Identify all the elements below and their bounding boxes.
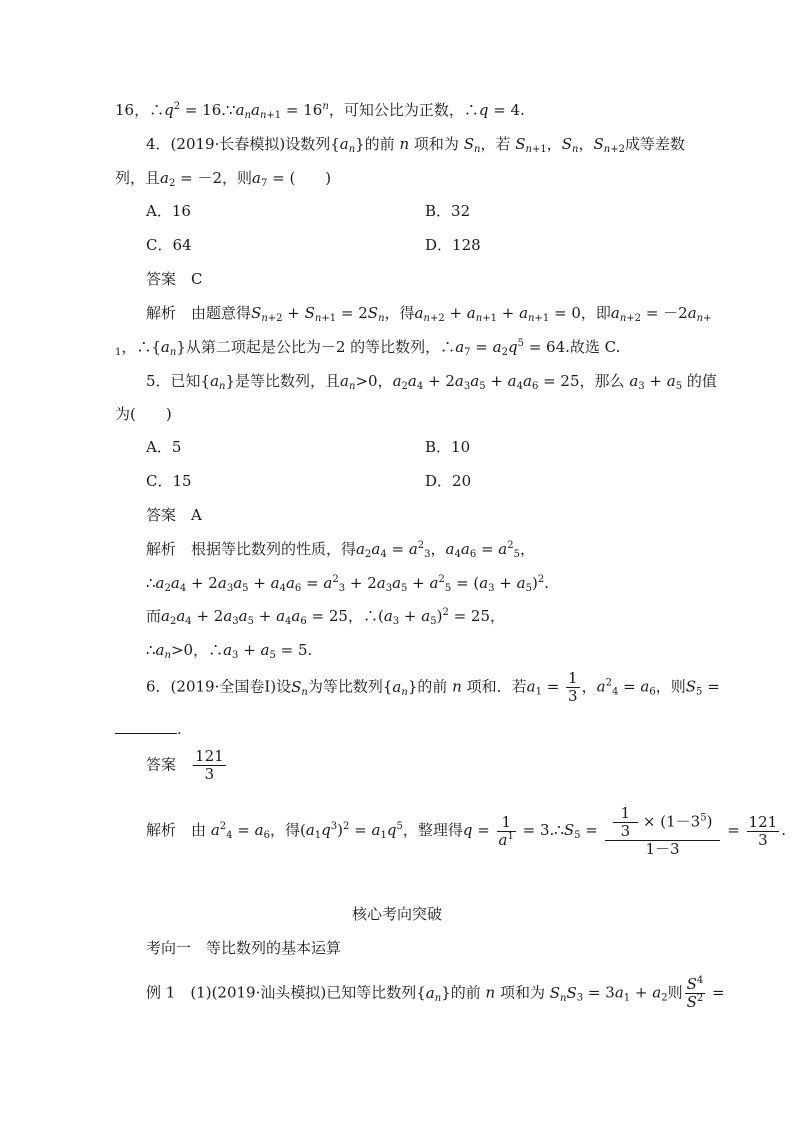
prev-answer-tail: ，可知公比为正数，∴: [328, 101, 479, 119]
answer-label: 答案: [146, 506, 177, 524]
q6-solution: 解析 由 $a^2_4 = a_6$，得$(a_1q^3)^2 = a_1q^5$，整理得q = $\frac{1}{a^1}$ = $3.\therefore S_5$ = $\frac{1}{3}$ × $(1-3^5)$ 1－3 = $\frac{121}{3}$ .: [146, 803, 786, 858]
q4-option-d: D．128: [425, 236, 481, 254]
answer-value: A: [191, 506, 202, 524]
q4-option-a: A．16: [146, 202, 191, 220]
q5-option-b: B．10: [425, 438, 471, 456]
q5-option-a: A．5: [146, 438, 182, 456]
q4-solution-2: $_1$，$\therefore\{a_n\}$从第二项起是公比为－2 的等比数列，$\therefore a_7 = a_2q^5 = 64$.故选 C.: [115, 338, 621, 358]
q4-stem-2: 列，且$a_2 = -2$，则$a_7$ = ( ): [115, 169, 332, 189]
q5-stem-2: 为( ): [115, 405, 172, 423]
q4-solution-1: 解析 由题意得$S_{n+2} + S_{n+1} = 2S_n$，得$a_{n+2} + a_{n+1} + a_{n+1} = 0$，即$a_{n+2} = -2a_{n+}$: [146, 304, 712, 324]
q4-answer: [146, 269, 203, 289]
q5-solution-1: 解析 根据等比数列的性质，得$a_2a_4 = a^2_3$，$a_4a_6 = a^2_5$，: [146, 540, 536, 560]
fraction-s5: $\frac{1}{3}$ × $(1-3^5)$ 1－3: [605, 805, 721, 858]
q5-solution-2: $\therefore a_2a_4 + 2a_3a_5 + a_4a_6 = a^2_3 + 2a_3a_5 + a^2_5 = (a_3 + a_5)^2$.: [146, 574, 549, 594]
fraction-s4-s2: $\frac{S^4}{S^2}$: [686, 975, 704, 1011]
solution-label: 解析: [146, 821, 177, 839]
answer-fraction: $\frac{121}{3}$: [195, 747, 224, 783]
solution-label: 解析: [146, 304, 177, 322]
q5-answer: [146, 505, 202, 525]
solution-label: 解析: [146, 540, 177, 558]
fraction-one-third: $\frac{1}{3}$: [568, 669, 578, 705]
q5-solution-3: 而$a_2a_4 + 2a_3a_5 + a_4a_6 = 25$，$\therefore(a_3 + a_5)^2 = 25$，: [146, 607, 506, 627]
fraction-q: $\frac{1}{a^1}$: [498, 812, 514, 849]
q5-stem: 5．已知$\{a_n\}$是等比数列，且$a_n>0$，$a_2a_4 + 2a_3a_5 + a_4a_6 = 25$，那么 $a_3 + a_5$ 的值: [146, 372, 717, 392]
q4-option-c: C．64: [146, 236, 192, 254]
section-title: 核心考向突破: [351, 905, 442, 923]
q5-option-d: D．20: [425, 472, 472, 490]
q6-stem: 6．(2019·全国卷Ⅰ)设$S_n$为等比数列$\{a_n\}$的前 n 项和．若$a_1$ = $\frac{1}{3}$ ，$a^2_4 = a_6$，则$S_5$ =: [146, 669, 720, 705]
q4-stem: 4．(2019·长春模拟)设数列$\{a_n\}$的前 n 项和为 $S_n$，若 $S_{n+1}$，$S_n$，$S_{n+2}$成等差数: [146, 135, 685, 155]
prev-answer-line: 16，$\therefore q^2$ = $16.\because a_na_{n+1} = 16^n$，可知公比为正数，∴q = 4.: [115, 101, 525, 121]
q5-solution-4: $\therefore a_n>0$，$\therefore a_3 + a_5 = 5$.: [146, 641, 313, 661]
q5-option-c: C．15: [146, 472, 192, 490]
q6-answer: [146, 748, 228, 783]
q4-option-b: B．32: [425, 202, 471, 220]
answer-label: 答案: [146, 755, 177, 774]
example-1: 例 1 (1)(2019·汕头模拟)已知等比数列$\{a_n\}$的前 n 项和为 $S_nS_3 = 3a_1 + a_2$则 $\frac{S^4}{S^2}$ =: [146, 975, 725, 1011]
q6-answer-blank: .: [115, 719, 182, 739]
subsection-title: 考向一 等比数列的基本运算: [146, 939, 342, 957]
answer-value: C: [191, 270, 203, 288]
fraction-result: $\frac{121}{3}$: [748, 812, 778, 849]
prev-answer-lead: 16，∴: [115, 101, 165, 119]
answer-label: 答案: [146, 270, 177, 288]
example-label: 例 1: [146, 983, 176, 1002]
